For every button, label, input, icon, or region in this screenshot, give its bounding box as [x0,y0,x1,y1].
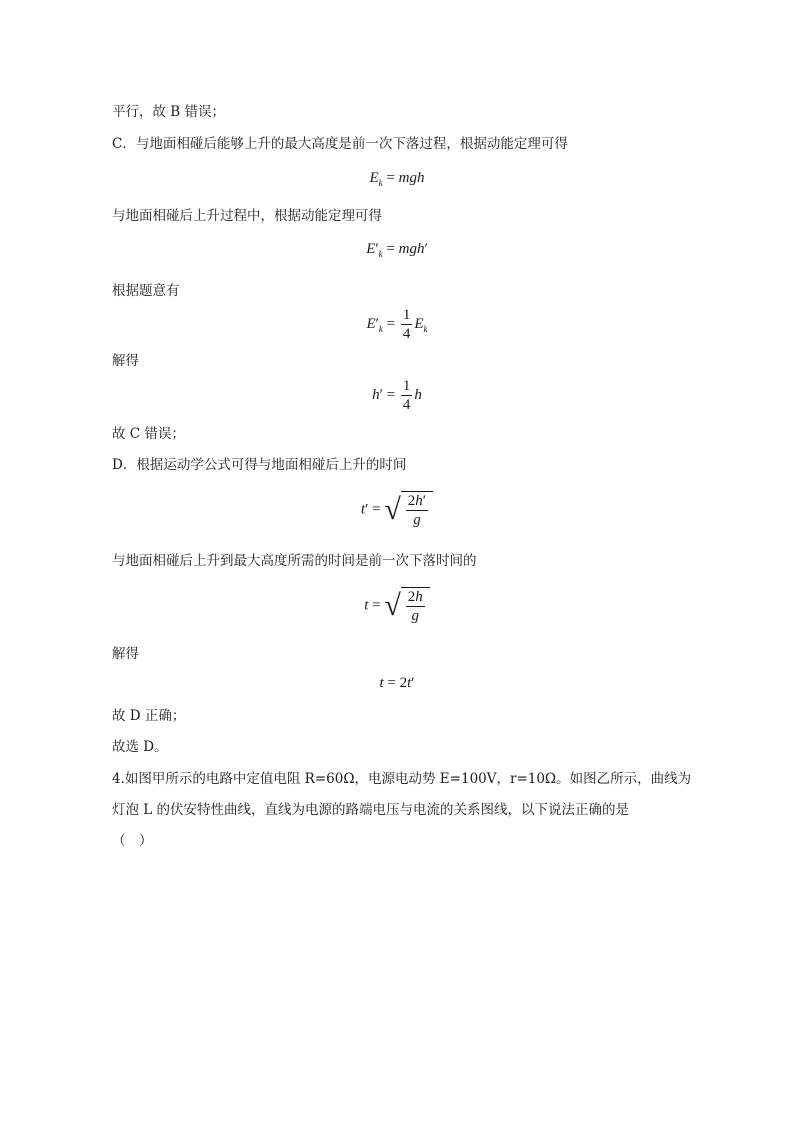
text-line-5: 解得 [112,353,139,369]
equation-ek: $E_k$ = mgh [369,170,425,188]
text-line-11: 故选 D。 [112,739,168,755]
text-line-7: D．根据运动学公式可得与地面相碰后上升的时间 [112,457,407,473]
equation-t-prime: t′ = √ $\frac{2h'}{g}$ [0,490,794,530]
question-4-answer-blank: （ ） [112,833,153,849]
equation-t: t = √ $\frac{2h}{g}$ [0,586,794,626]
equation-t-relation: t = 2t′ [379,675,415,691]
equation-ek-ratio: $E'_k$ = $\frac{1}{4}$ $E_k$ [366,307,428,342]
text-line-3: 与地面相碰后上升过程中，根据动能定理可得 [112,208,382,224]
text-line-10: 故 D 正确； [112,708,186,724]
text-line-4: 根据题意有 [112,283,180,299]
text-line-2: C．与地面相碰后能够上升的最大高度是前一次下落过程，根据动能定理可得 [112,136,568,152]
equation-ek-prime: $E'_k = mgh'$ [366,241,428,259]
question-4-line-1: 4.如图甲所示的电路中定值电阻 R=60Ω，电源电动势 E=100V，r=10Ω。如图乙所示，曲线为 [112,771,692,787]
text-line-9: 解得 [112,646,139,662]
question-4-line-2: 灯泡 L 的伏安特性曲线，直线为电源的路端电压与电流的关系图线，以下说法正确的是 [112,802,630,818]
text-line-6: 故 C 错误； [112,426,185,442]
text-line-8: 与地面相碰后上升到最大高度所需的时间是前一次下落时间的 [112,553,477,569]
equation-h-prime: h′ = $\frac{1}{4}$ h [372,378,422,413]
text-line-1: 平行，故 B 错误； [112,104,226,120]
